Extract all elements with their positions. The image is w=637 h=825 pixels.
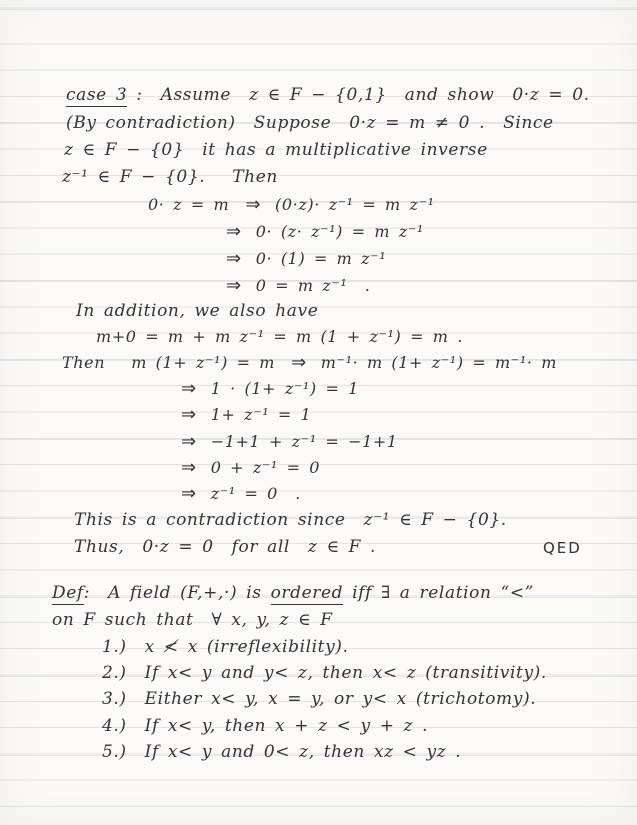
addition-intro: In addition, we also have <box>76 301 319 321</box>
equation-rhs: (0·z)· z⁻¹ = m z⁻¹ <box>275 195 435 214</box>
def-underlined-label: Def <box>52 583 84 603</box>
proof-heading-text: : Assume z ∈ F − {0,1} and show 0·z = 0. <box>127 85 590 105</box>
implies-arrow-icon: ⇒ <box>181 378 197 399</box>
equation-rhs: −1+1 + z⁻¹ = −1+1 <box>210 432 398 451</box>
derivation-row <box>181 431 398 453</box>
axiom-item <box>102 662 547 684</box>
equation-rhs: 0· (z· z⁻¹) = m z⁻¹ <box>255 222 424 241</box>
axiom-item <box>102 741 461 763</box>
definition-heading <box>52 582 534 604</box>
definition-lead: : A field (F,+,·) is <box>83 583 271 603</box>
addition-equation: m+0 = m + m z⁻¹ = m (1 + z⁻¹) = m . <box>96 327 463 346</box>
derivation-row <box>181 378 359 400</box>
item-text: If x< y and 0< z, then xz < yz . <box>144 742 462 762</box>
item-number: 3.) <box>102 689 127 709</box>
item-text: If x< y and y< z, then x< z (transitivity). <box>144 663 547 683</box>
implies-arrow-icon: ⇒ <box>181 483 197 504</box>
proof-body-line: z⁻¹ ∈ F − {0}. Then <box>62 167 278 187</box>
case-3-underlined-label: case 3 <box>66 85 128 105</box>
definition-line2: on F such that ∀ x, y, z ∈ F <box>52 610 333 630</box>
implies-arrow-icon: ⇒ <box>291 352 307 373</box>
implies-arrow-icon: ⇒ <box>181 404 197 425</box>
item-number: 1.) <box>102 637 127 657</box>
qed-label: QED <box>543 539 582 557</box>
equation-rhs: 1 · (1+ z⁻¹) = 1 <box>210 379 359 398</box>
equation-lhs: 0· z = m <box>148 195 230 214</box>
proof-heading <box>66 84 590 106</box>
implies-arrow-icon: ⇒ <box>181 457 197 478</box>
item-text: Either x< y, x = y, or y< x (trichotomy). <box>144 689 537 709</box>
implies-arrow-icon: ⇒ <box>181 431 197 452</box>
axiom-item <box>102 688 536 710</box>
definition-tail: iff ∃ a relation “<” <box>343 583 534 603</box>
proof-body-line: (By contradiction) Suppose 0·z = m ≠ 0 . Since <box>66 113 554 133</box>
derivation-row <box>181 457 320 479</box>
axiom-item <box>102 636 349 658</box>
derivation-row <box>226 248 386 270</box>
derivation-row <box>148 194 435 216</box>
equation-rhs: 0 + z⁻¹ = 0 <box>210 458 321 477</box>
derivation-row <box>226 275 370 297</box>
implies-arrow-icon: ⇒ <box>226 221 242 242</box>
equation-rhs: 1+ z⁻¹ = 1 <box>210 405 312 424</box>
equation-rhs: m⁻¹· m (1+ z⁻¹) = m⁻¹· m <box>320 353 558 372</box>
conclusion-line: This is a contradiction since z⁻¹ ∈ F − {0}. <box>74 510 507 530</box>
proof-body-line: z ∈ F − {0} it has a multiplicative inverse <box>64 140 488 160</box>
item-number: 5.) <box>102 742 127 762</box>
axiom-item <box>102 715 428 737</box>
equation-rhs: z⁻¹ = 0 . <box>210 484 301 503</box>
conclusion-line: Thus, 0·z = 0 for all z ∈ F . <box>74 537 377 557</box>
equation-lhs: Then m (1+ z⁻¹) = m <box>62 353 276 372</box>
then-row <box>62 352 557 374</box>
derivation-row <box>226 221 424 243</box>
equation-rhs: 0· (1) = m z⁻¹ <box>255 249 387 268</box>
implies-arrow-icon: ⇒ <box>245 194 262 215</box>
item-text: If x< y, then x + z < y + z . <box>144 716 429 736</box>
equation-rhs: 0 = m z⁻¹ . <box>255 276 371 295</box>
item-number: 2.) <box>102 663 127 683</box>
item-number: 4.) <box>102 716 127 736</box>
derivation-row <box>181 483 301 505</box>
implies-arrow-icon: ⇒ <box>226 248 242 269</box>
derivation-row <box>181 404 311 426</box>
ordered-underlined-word: ordered <box>270 583 344 603</box>
item-text: x ≮ x (irreflexibility). <box>144 637 349 657</box>
implies-arrow-icon: ⇒ <box>226 275 242 296</box>
